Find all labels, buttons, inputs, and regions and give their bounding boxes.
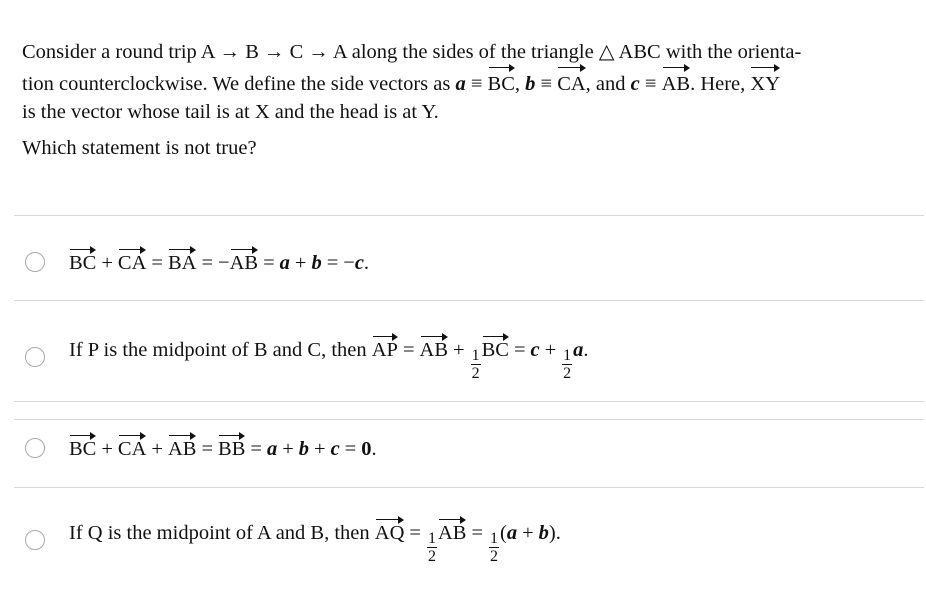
question-line-3: is the vector whose tail is at X and the head is at Y. bbox=[22, 101, 439, 123]
option-4-text: If Q is the midpoint of A and B, then AQ = $\frac{1}{2}$ AB = $\frac{1}{2}$ ( a + b ). bbox=[69, 518, 561, 561]
question-line-1: Consider a round trip A → B → C → A along the sides of the triangle △ ABC with the orienta- bbox=[22, 41, 802, 63]
divider bbox=[14, 300, 924, 301]
radio-button[interactable] bbox=[25, 252, 45, 272]
option-1-text: BC + CA = BA = − AB = a + b = − c . bbox=[69, 248, 369, 275]
vector-AB: AB bbox=[662, 66, 690, 98]
divider bbox=[14, 215, 924, 216]
divider bbox=[14, 487, 924, 488]
answer-option-2[interactable] bbox=[25, 335, 589, 382]
option-3-text: BC + CA + AB = BB = a + b + c = 0 . bbox=[69, 434, 377, 461]
vector-CA: CA bbox=[557, 66, 585, 98]
question-prompt: Which statement is not true? bbox=[22, 137, 257, 159]
divider bbox=[14, 419, 924, 420]
fraction-one-half: $\frac{1}{2}$ bbox=[563, 347, 572, 382]
answer-option-4[interactable] bbox=[25, 518, 561, 565]
vector-BC: BC bbox=[488, 66, 515, 98]
question-text bbox=[22, 38, 892, 126]
question-line-2: tion counterclockwise. We define the side vectors as a ≡ BC, b ≡ CA, and c ≡ AB. Here, XY bbox=[22, 66, 892, 98]
radio-button[interactable] bbox=[25, 530, 45, 550]
answer-option-3[interactable] bbox=[25, 434, 377, 461]
option-2-text: If P is the midpoint of B and C, then AP = AB + $\frac{1}{2}$ BC = c + $\frac{1}{2}$ a . bbox=[69, 335, 589, 378]
fraction-one-half: $\frac{1}{2}$ bbox=[427, 530, 436, 565]
fraction-one-half: $\frac{1}{2}$ bbox=[490, 530, 498, 565]
vector-XY: XY bbox=[750, 66, 780, 98]
radio-button[interactable] bbox=[25, 347, 45, 367]
radio-button[interactable] bbox=[25, 438, 45, 458]
divider bbox=[14, 401, 924, 402]
answer-option-1[interactable] bbox=[25, 248, 369, 275]
fraction-one-half: $\frac{1}{2}$ bbox=[471, 347, 480, 382]
